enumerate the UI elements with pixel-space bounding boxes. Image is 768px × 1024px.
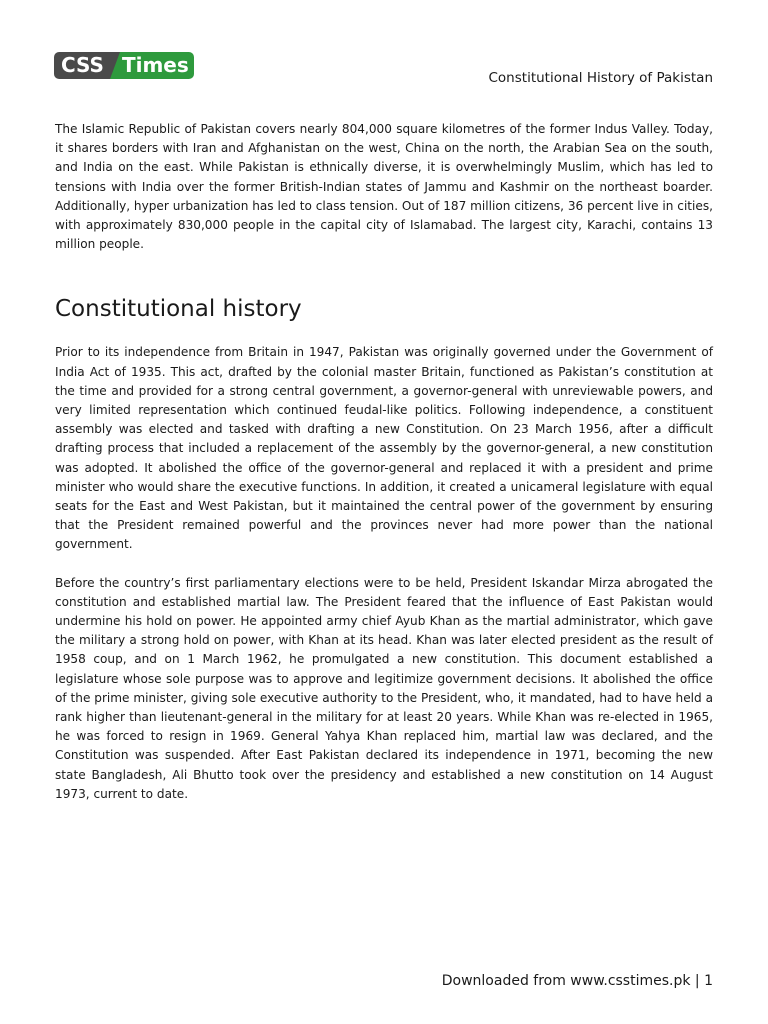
page-content [55,120,713,804]
intro-paragraph: The Islamic Republic of Pakistan covers nearly 804,000 square kilometres of the former Indus Valley. Today, it shares borders with Iran and Afghanistan on the west, China on the north, the Arabian Sea on the south, and India on the east. While Pakistan is ethnically diverse, it is overwhelmingly Muslim, which has led to tensions with India over the former British-Indian states of Jammu and Kashmir on the northeast boarder. Additionally, hyper urbanization has led to class tension. Out of 187 million citizens, 36 percent live in cities, with approximately 830,000 people in the capital city of Islamabad. The largest city, Karachi, contains 13 million people. [55,122,713,252]
body-paragraph-1: Prior to its independence from Britain in 1947, Pakistan was originally governed under the Government of India Act of 1935. This act, drafted by the colonial master Britain, functioned as Pakistan’s constitution at the time and provided for a strong central government, a governor-general with unreviewable powers, and very limited representation which continued feudal-like politics. Following independence, a constituent assembly was elected and tasked with drafting a new Constitution. On 23 March 1956, after a difficult drafting process that included a replacement of the assembly by the governor-general, a new constitution was adopted. It abolished the office of the governor-general and replaced it with a president and prime minister who would share the executive functions. In addition, it created a unicameral legislature with equal seats for the East and West Pakistan, but it maintained the central power of the government by ensuring that the President remained powerful and the provinces never had more power than the national government. [55,345,713,552]
logo-slash-divider [110,52,120,79]
body-paragraph-2: Before the country’s first parliamentary elections were to be held, President Iskandar Mirza abrogated the constitution and established martial law. The President feared that the influence of East Pakistan would undermine his hold on power. He appointed army chief Ayub Khan as the martial administrator, which gave the military a strong hold on power, with Khan at its head. Khan was later elected president as the result of 1958 coup, and on 1 March 1962, he promulgated a new constitution. This document established a legislature whose sole purpose was to approve and legitimize government decisions. It abolished the office of the prime minister, giving sole executive authority to the President, who, it mandated, had to have held a rank higher than lieutenant-general in the military for at least 20 years. While Khan was re-elected in 1965, he was forced to resign in 1969. General Yahya Khan replaced him, martial law was declared, and the Constitution was suspended. After East Pakistan declared its independence in 1971, becoming the new state Bangladesh, Ali Bhutto took over the presidency and established a new constitution on 14 August 1973, current to date. [55,575,713,801]
logo-text-times: Times [120,52,194,79]
logo-text-css: CSS [54,52,110,79]
page-footer: Downloaded from www.csstimes.pk | 1 [441,973,713,989]
csstimes-logo[interactable] [54,52,194,79]
document-title: Constitutional History of Pakistan [488,70,713,86]
section-heading: Constitutional history [55,296,302,323]
